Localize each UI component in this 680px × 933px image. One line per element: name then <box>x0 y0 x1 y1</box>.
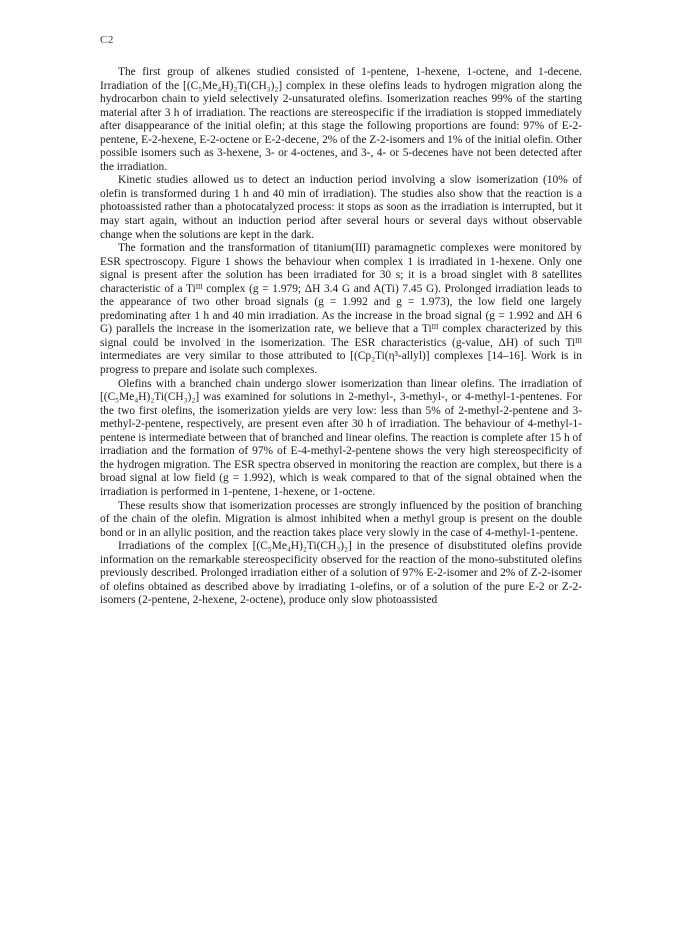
paragraph-kinetic-studies: Kinetic studies allowed us to detect an induction period involving a slow isomerization (10% of olefin is transformed during 1 h and 40 min of irradiation). The studies also show that the reaction is a photoassisted rather than a photocatalyzed process: it stops as soon as the irradiation is interrupted, but it may start again, without an induction period after several hours or several days without observable change when the solutions are kept in the dark. <box>100 174 582 241</box>
paragraph-esr-monitoring: The formation and the transformation of titanium(III) paramagnetic complexes were monitored by ESR spectroscopy. Figure 1 shows the behaviour when complex 1 is irradiated in 1-hexene. Only one signal is present after the solution has been irradiated for 30 s; it is a broad singlet with 8 satellites characteristic of a Tiᴵᴵᴵ complex (g = 1.979; ΔH 3.4 G and A(Ti) 7.45 G). Prolonged irradiation leads to the appearance of two other broad signals (g = 1.992 and g = 1.973), the low field one largely predominating after 1 h and 40 min irradiation. As the increase in the broad signal (g = 1.992 and ΔH 6 G) parallels the increase in the isomerization rate, we believe that a Tiᴵᴵᴵ complex characterized by this signal could be involved in the isomerization. The ESR characteristics (g-value, ΔH) of such Tiᴵᴵᴵ intermediates are very similar to those attributed to [(Cp₂Ti(η³-allyl)] complexes [14–16]. Work is in progress to prepare and isolate such complexes. <box>100 242 582 377</box>
paragraph-terminal-olefins: The first group of alkenes studied consisted of 1-pentene, 1-hexene, 1-octene, and 1-decene. Irradiation of the [(C₅Me₄H)₂Ti(CH₃)₂] complex in these olefins leads to hydrogen migration along the hydrocarbon chain to yield selectively 2-unsaturated olefins. Isomerization reaches 99% of the starting material after 3 h of irradiation. The reactions are stereospecific if the irradiation is stopped immediately after disappearance of the initial olefin; at this stage the following proportions are found: 97% of E-2-pentene, E-2-hexene, E-2-octene or E-2-decene, 2% of the Z-2-isomers and 1% of the initial olefin. Other possible isomers such as 3-hexene, 3- or 4-octenes, and 3-, 4- or 5-decenes have not been detected after the irradiation. <box>100 66 582 173</box>
body-text <box>100 66 582 608</box>
paragraph-disubstituted-olefins: Irradiations of the complex [(C₅Me₄H)₂Ti(CH₃)₂] in the presence of disubstituted olefins provide information on the remarkable stereospecificity observed for the reaction of the mono-substituted olefins previously described. Prolonged irradiation either of a solution of 97% E-2-isomer and 2% of Z-2-isomer of olefins obtained as described above by irradiating 1-olefins, or of a solution of the pure E-2 or Z-2-isomers (2-pentene, 2-hexene, 2-octene), produce only slow photoassisted <box>100 540 582 607</box>
paragraph-branching-results: These results show that isomerization processes are strongly influenced by the position of branching of the chain of the olefin. Migration is almost inhibited when a methyl group is present on the double bond or in an allylic position, and the reaction takes place very slowly in the case of 4-methyl-1-pentene. <box>100 499 582 539</box>
paragraph-branched-olefins: Olefins with a branched chain undergo slower isomerization than linear olefins. The irradiation of [(C₅Me₄H)₂Ti(CH₃)₂] was examined for solutions in 2-methyl-, 3-methyl-, or 4-methyl-1-pentenes. For the two first olefins, the isomerization yields are very low: less than 5% of 2-methyl-2-pentene and 3-methyl-2-pentene, respectively, are present even after 30 h of irradiation. The behaviour of 4-methyl-1-pentene is intermediate between that of branched and linear olefins. The reaction is complete after 15 h of irradiation and the formation of 97% of E-4-methyl-2-pentene shows the very high stereospecificity of the hydrogen migration. The ESR spectra observed in monitoring the reaction are complex, but there is a broad signal at low field (g = 1.992), which is weak compared to that of the signal obtained when the irradiation is performed in 1-pentene, 1-hexene, or 1-octene. <box>100 377 582 498</box>
page-number: C2 <box>100 34 114 46</box>
